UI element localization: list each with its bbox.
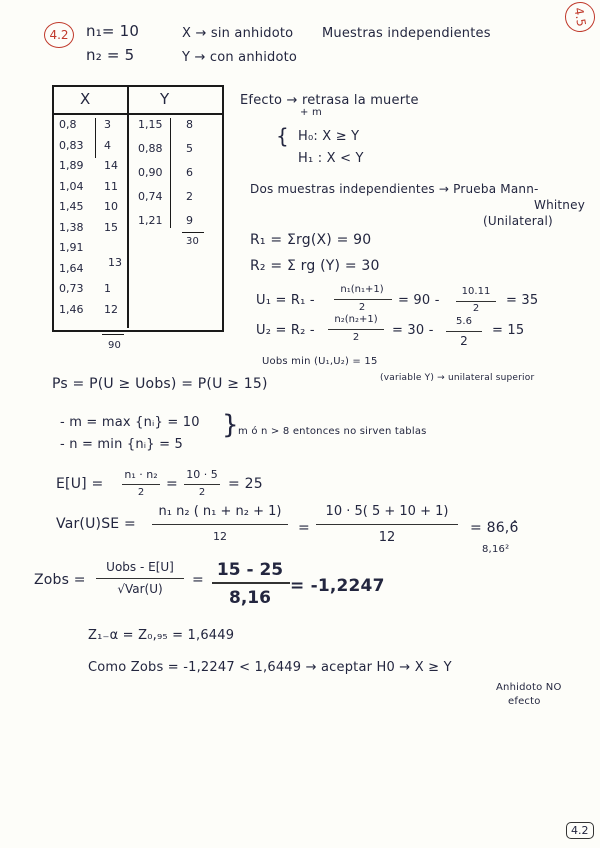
u1-frac-rule [334, 299, 392, 300]
y-sum-rule [182, 232, 204, 233]
z-frac-rule2 [212, 582, 290, 584]
u2-lhs: U₂ = R₂ - [256, 323, 315, 338]
tables-note: m ó n > 8 entonces no sirven tablas [238, 426, 427, 437]
x-value: 1,04 [59, 179, 84, 193]
x-value: 1,45 [59, 200, 84, 213]
x-rank: 11 [104, 179, 118, 193]
var-den2: 12 [378, 530, 396, 545]
corner-tag: 4.5 [563, 0, 598, 34]
u2-den2: 2 [460, 334, 468, 348]
conclusion-line2: Anhidoto NO [496, 682, 562, 693]
test-name-line3: (Unilateral) [483, 214, 553, 228]
y-value: 0,74 [138, 190, 163, 203]
z-den2: 8,16 [229, 588, 271, 608]
y-value: 0,88 [138, 142, 163, 155]
eu-den: 2 [137, 487, 145, 498]
x-rank: 10 [104, 200, 118, 213]
eu-frac-rule2 [184, 484, 220, 485]
u1-num: n₁(n₁+1) [340, 284, 384, 295]
y-value: 1,21 [138, 214, 163, 227]
x-rank: 1 [104, 282, 111, 295]
null-hypothesis: H₀: X ≥ Y [298, 129, 360, 144]
x-value: 1,64 [59, 261, 84, 275]
var-result-sd: 8,16² [482, 544, 510, 555]
eu-eq: = [166, 476, 178, 492]
u2-frac-rule [328, 329, 384, 330]
x-inner-divider [95, 118, 96, 158]
mn-brace: } [222, 410, 239, 440]
x-rank: 14 [104, 159, 118, 172]
y-inner-divider [170, 118, 171, 228]
u1-den: 2 [358, 302, 366, 313]
alt-hypothesis: H₁ : X < Y [298, 151, 364, 166]
u1-mid: = 90 - [398, 293, 440, 308]
u2-den: 2 [352, 332, 360, 343]
z-result: = -1,2247 [290, 576, 385, 596]
x-sum-rule [102, 334, 124, 335]
conclusion-line: Como Zobs = -1,2247 < 1,6449 → aceptar H0 → X ≥ Y [88, 660, 452, 675]
y-value: 0,90 [138, 166, 163, 179]
y-rank: 8 [186, 118, 193, 131]
eu-num: n₁ · n₂ [124, 468, 158, 481]
y-rank: 5 [186, 142, 193, 155]
conclusion-line3: efecto [508, 696, 541, 707]
u1-lhs: U₁ = R₁ - [256, 293, 315, 308]
u1-result: = 35 [506, 293, 539, 308]
test-name-line1: Dos muestras independientes → Prueba Mann- [250, 182, 539, 196]
col-y-header: Y [160, 90, 170, 108]
x-value: 1,38 [59, 220, 84, 234]
n1-label: n₁= 10 [86, 22, 140, 40]
var-frac-rule2 [316, 524, 458, 525]
x-value: 1,89 [59, 159, 84, 172]
x-value: 0,83 [59, 138, 84, 152]
r1-formula: R₁ = Σrg(X) = 90 [250, 232, 372, 248]
u2-mid: = 30 - [392, 323, 434, 338]
n2-label: n₂ = 5 [86, 46, 135, 64]
var-result: = 86,6̂ [470, 520, 519, 536]
var-eq: = [298, 520, 310, 536]
u2-num: n₂(n₂+1) [334, 314, 378, 325]
z-frac-rule [96, 578, 184, 579]
sum-x: 90 [108, 340, 122, 351]
test-name-line2: Whitney [534, 198, 585, 212]
table-divider [127, 85, 129, 328]
sum-y: 30 [186, 236, 200, 247]
x-rank: 4 [104, 138, 111, 152]
x-definition: X → sin anhidoto [182, 26, 294, 41]
samples-title: Muestras independientes [322, 26, 491, 41]
z-critical: Z₁₋α = Z₀,₉₅ = 1,6449 [88, 628, 235, 643]
m-definition: - m = max {nᵢ} = 10 [60, 415, 200, 430]
u1-den2: 2 [472, 303, 480, 314]
y-definition: Y → con anhidoto [182, 50, 298, 65]
eu-num2: 10 · 5 [186, 468, 218, 481]
eu-lhs: E[U] = [56, 476, 104, 492]
u2-result: = 15 [492, 323, 525, 338]
page-tag: 4.2 [566, 822, 594, 839]
x-rank: 15 [104, 220, 118, 234]
var-num2: 10 · 5( 5 + 10 + 1) [325, 504, 449, 519]
x-rank: 12 [104, 302, 118, 316]
y-value: 1,15 [138, 118, 163, 131]
var-num: n₁ n₂ ( n₁ + n₂ + 1) [158, 504, 282, 519]
z-den: √Var(U) [117, 582, 163, 596]
table-header-rule [52, 113, 222, 115]
eu-frac-rule [122, 484, 160, 485]
y-rank: 9 [186, 214, 193, 227]
uobs-line: Uobs min (U₁,U₂) = 15 [262, 356, 378, 367]
ps-formula: Ps = P(U ≥ Uobs) = P(U ≥ 15) [52, 376, 268, 392]
effect-subnote: + m [300, 107, 322, 118]
z-num: Uobs - E[U] [106, 560, 174, 574]
uobs-note: (variable Y) → unilateral superior [380, 373, 535, 383]
x-rank: 3 [104, 118, 111, 131]
u1-num2: 10.11 [461, 286, 491, 297]
z-lhs: Zobs = [34, 572, 86, 588]
u2-frac-rule2 [446, 331, 482, 332]
x-value: 1,91 [59, 241, 84, 254]
x-value: 0,8 [59, 118, 77, 131]
col-x-header: X [80, 90, 91, 108]
z-eq: = [192, 572, 204, 588]
y-rank: 6 [186, 166, 193, 179]
effect-note: Efecto → retrasa la muerte [240, 93, 419, 108]
x-value: 1,46 [59, 302, 84, 316]
var-den: 12 [213, 530, 227, 543]
x-rank: 13 [108, 255, 122, 269]
var-frac-rule [152, 524, 288, 525]
u2-num2: 5.6 [456, 316, 472, 327]
eu-den2: 2 [198, 487, 206, 498]
y-rank: 2 [186, 190, 193, 203]
hypothesis-brace: { [276, 124, 289, 148]
eu-result: = 25 [228, 476, 263, 492]
var-lhs: Var(U)SE = [56, 516, 136, 532]
r2-formula: R₂ = Σ rg (Y) = 30 [250, 258, 380, 274]
x-value: 0,73 [59, 282, 84, 295]
exercise-tag: 4.2 [44, 22, 74, 48]
n-definition: - n = min {nᵢ} = 5 [60, 437, 183, 452]
z-num2: 15 - 25 [216, 560, 284, 580]
